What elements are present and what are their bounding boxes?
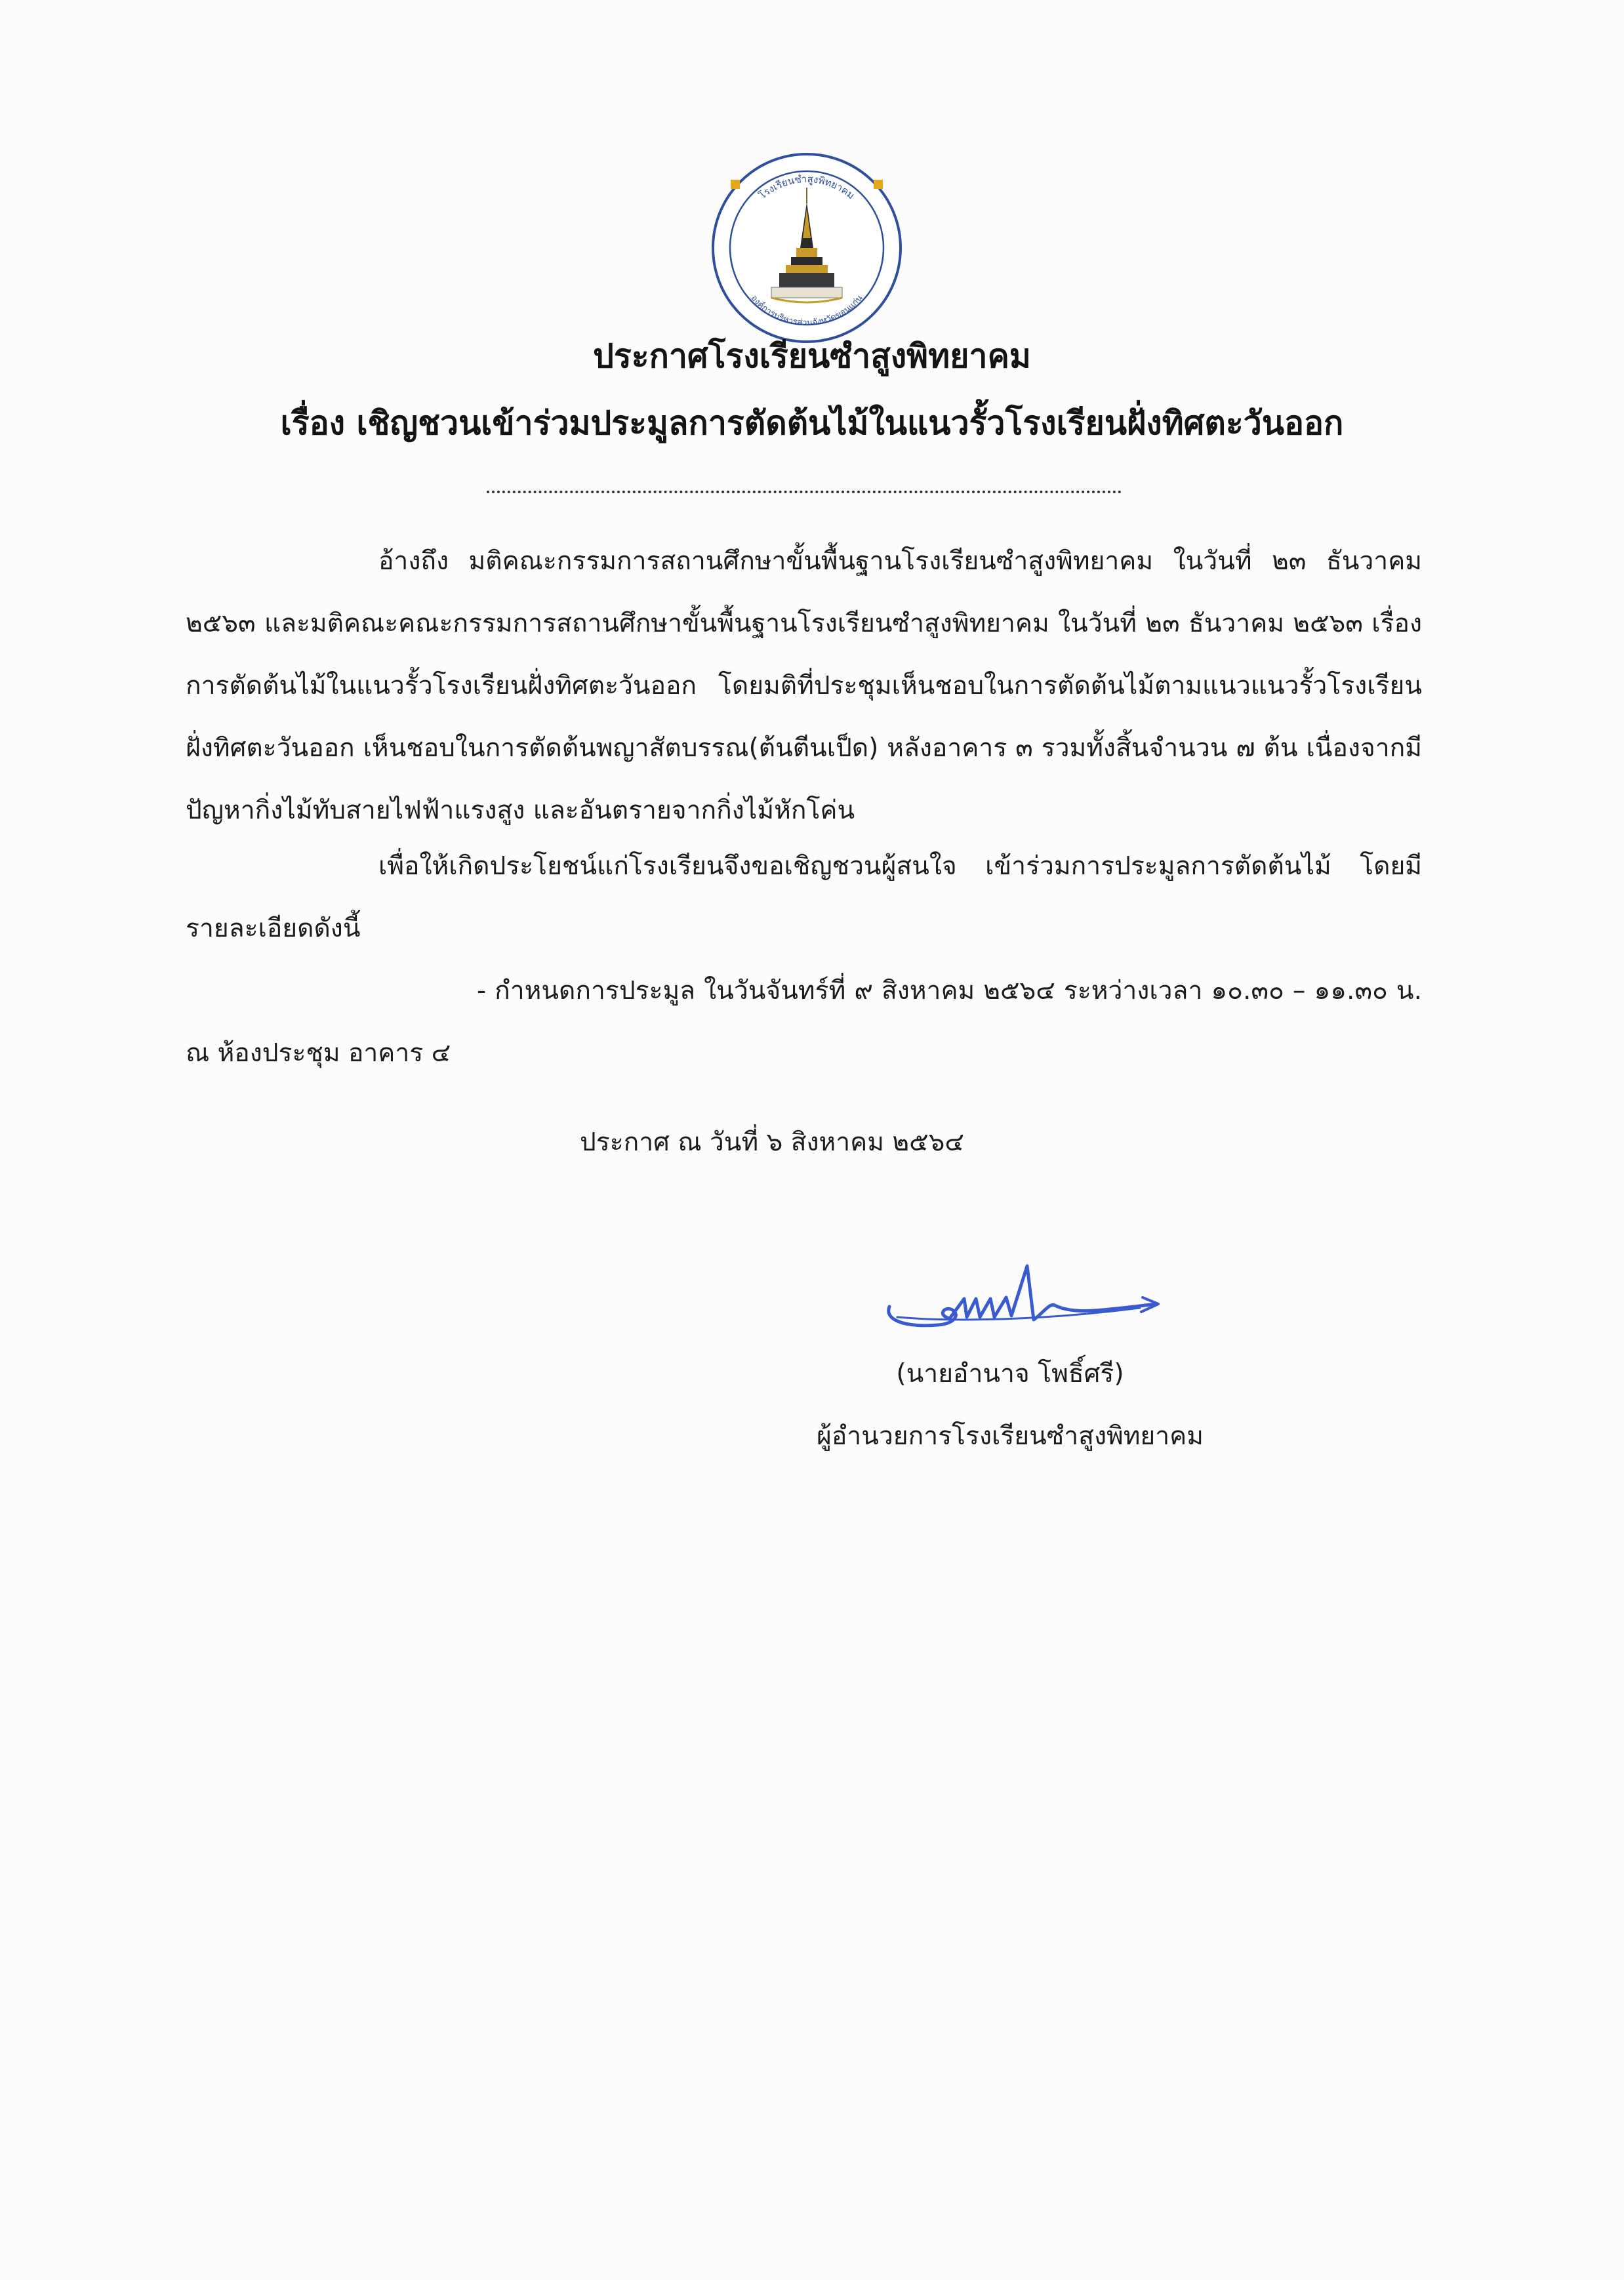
announcement-date: ประกาศ ณ วันที่ ๖ สิงหาคม ๒๕๖๔ [580,1128,964,1157]
signer-name: (นายอำนาจ โพธิ์ศรี) [896,1359,1124,1389]
school-seal-graphic [708,150,905,346]
body-paragraph-reference: อ้างถึง มติคณะกรรมการสถานศึกษาขั้นพื้นฐานโรงเรียนซำสูงพิทยาคม ในวันที่ ๒๓ ธันวาคม ๒๕๖๓ และมติคณะคณะกรรมการสถานศึกษาขั้นพื้นฐานโรงเรียนซำสูงพิทยาคม ในวันที่ ๒๓ ธันวาคม ๒๕๖๓ เรื่อง การตัดต้นไม้ในแนวรั้วโรงเรียนฝั่งทิศตะวันออก โดยมติที่ประชุมเห็นชอบในการตัดต้นไม้ตามแนวแนวรั้วโรงเรียนฝั่งทิศตะวันออก เห็นชอบในการตัดต้นพญาสัตบรรณ(ต้นตีนเป็ด) หลังอาคาร ๓ รวมทั้งสิ้นจำนวน ๗ ต้น เนื่องจากมีปัญหากิ่งไม้ทับสายไฟฟ้าแรงสูง และอันตรายจากกิ่งไม้หักโค่น [186,546,1422,825]
school-seal [708,150,905,346]
body-paragraph-invitation: เพื่อให้เกิดประโยชน์แก่โรงเรียนจึงขอเชิญชวนผู้สนใจ เข้าร่วมการประมูลการตัดต้นไม้ โดยมีรายละเอียดดังนี้ [186,851,1422,943]
signer-position: ผู้อำนวยการโรงเรียนซำสูงพิทยาคม [817,1421,1204,1451]
handwritten-signature [878,1259,1166,1338]
body-paragraph-schedule: - กำหนดการประมูล ในวันจันทร์ที่ ๙ สิงหาคม ๒๕๖๔ ระหว่างเวลา ๑๐.๓๐ – ๑๑.๓๐ น. ณ ห้องประชุม อาคาร ๔ [186,976,1422,1068]
seal-bottom-text: องค์การบริหารส่วนจังหวัดขอนแก่น [748,293,865,329]
signature-graphic [878,1259,1166,1338]
dotted-divider [487,491,1122,493]
announcement-subject: เรื่อง เชิญชวนเข้าร่วมประมูลการตัดต้นไม้ในแนวรั้วโรงเรียนฝั่งทิศตะวันออก [280,404,1344,442]
seal-top-text: โรงเรียนซำสูงพิทยาคม [756,173,857,202]
announcement-title: ประกาศโรงเรียนซำสูงพิทยาคม [593,337,1031,375]
